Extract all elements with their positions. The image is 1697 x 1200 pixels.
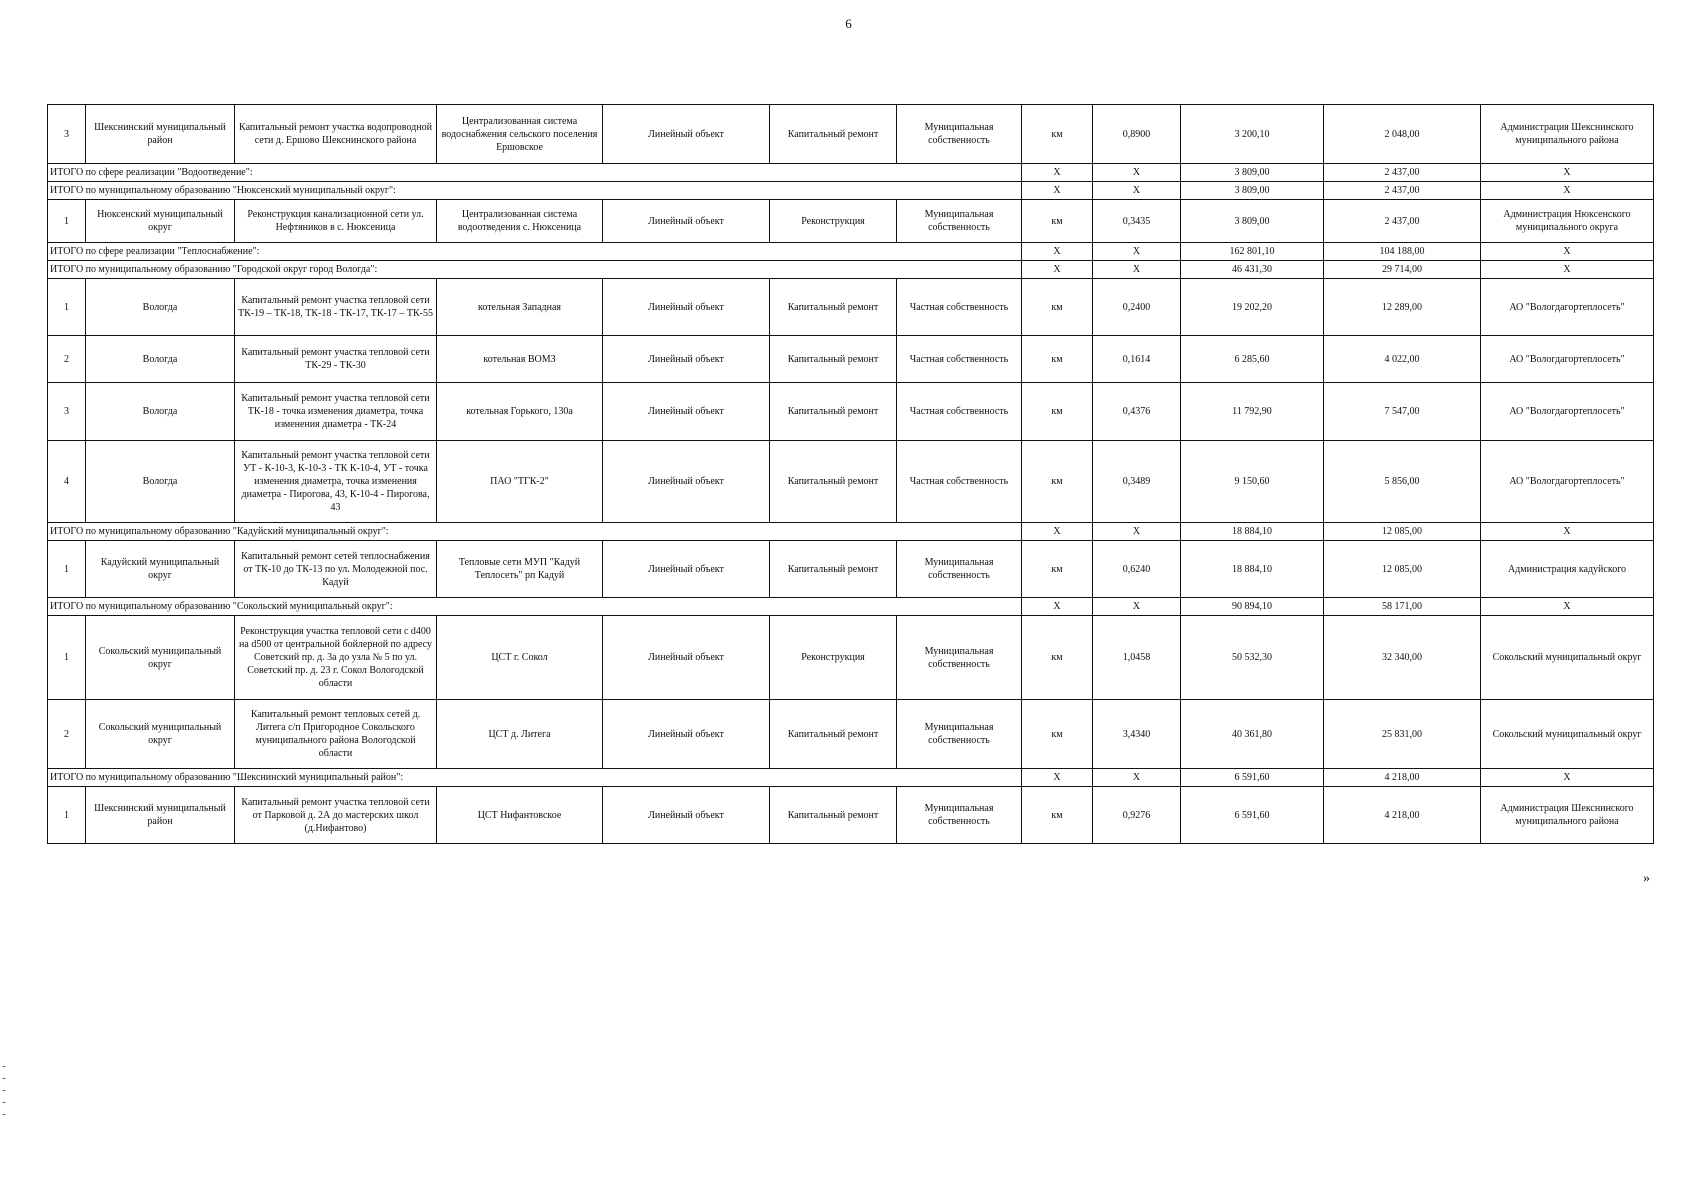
total-label: ИТОГО по сфере реализации "Теплоснабжение": bbox=[48, 243, 1022, 261]
table-cell: 1 bbox=[48, 787, 86, 844]
margin-mark: - bbox=[2, 1084, 6, 1096]
total-row bbox=[48, 769, 1654, 787]
table-cell: 3 200,10 bbox=[1181, 105, 1324, 164]
table-cell: 4 218,00 bbox=[1324, 787, 1481, 844]
total-cell: X bbox=[1022, 523, 1093, 541]
margin-mark: - bbox=[2, 1108, 6, 1120]
table-row bbox=[48, 105, 1654, 164]
total-cell: X bbox=[1481, 243, 1654, 261]
total-cell: X bbox=[1481, 523, 1654, 541]
table-cell: Администрация Нюксенского муниципального округа bbox=[1481, 200, 1654, 243]
table-cell: км bbox=[1022, 787, 1093, 844]
total-cell: X bbox=[1022, 261, 1093, 279]
table-cell: АО "Вологдагортеплосеть" bbox=[1481, 336, 1654, 383]
table-cell: 6 591,60 bbox=[1181, 787, 1324, 844]
table-cell: 0,6240 bbox=[1093, 541, 1181, 598]
table-cell: 3 bbox=[48, 383, 86, 441]
table-cell: Администрация Шекснинского муниципального района bbox=[1481, 105, 1654, 164]
total-cell: 6 591,60 bbox=[1181, 769, 1324, 787]
table-cell: 18 884,10 bbox=[1181, 541, 1324, 598]
page-number: 6 bbox=[845, 16, 852, 31]
total-cell: X bbox=[1481, 164, 1654, 182]
table-cell: Частная собственность bbox=[897, 279, 1022, 336]
total-cell: X bbox=[1481, 769, 1654, 787]
table-cell: 3,4340 bbox=[1093, 700, 1181, 769]
table-cell: км bbox=[1022, 200, 1093, 243]
table-cell: км bbox=[1022, 383, 1093, 441]
table-cell: Капитальный ремонт участка тепловой сети ТК-29 - ТК-30 bbox=[235, 336, 437, 383]
table-cell: Линейный объект bbox=[603, 441, 770, 523]
total-row bbox=[48, 261, 1654, 279]
total-cell: 162 801,10 bbox=[1181, 243, 1324, 261]
table-cell: 19 202,20 bbox=[1181, 279, 1324, 336]
table-cell: 7 547,00 bbox=[1324, 383, 1481, 441]
table-row bbox=[48, 279, 1654, 336]
table-cell: ЦСТ Нифантовское bbox=[437, 787, 603, 844]
table-cell: 50 532,30 bbox=[1181, 616, 1324, 700]
table-cell: Муниципальная собственность bbox=[897, 700, 1022, 769]
table-cell: Капитальный ремонт участка тепловой сети УТ - К-10-3, К-10-3 - ТК К-10-4, УТ - точка изменения диаметра, точка изменения диаметра - Пирогова, 43, К-10-4 - Пирогова, 43 bbox=[235, 441, 437, 523]
table-cell: 32 340,00 bbox=[1324, 616, 1481, 700]
table-cell: Сокольский муниципальный округ bbox=[86, 700, 235, 769]
table-cell: Капитальный ремонт bbox=[770, 700, 897, 769]
table-cell: 0,9276 bbox=[1093, 787, 1181, 844]
total-cell: X bbox=[1093, 164, 1181, 182]
table-cell: Муниципальная собственность bbox=[897, 541, 1022, 598]
margin-mark: - bbox=[2, 1072, 6, 1084]
total-label: ИТОГО по муниципальному образованию "Кадуйский муниципальный округ": bbox=[48, 523, 1022, 541]
table-cell: АО "Вологдагортеплосеть" bbox=[1481, 383, 1654, 441]
total-row bbox=[48, 523, 1654, 541]
table-cell: Реконструкция bbox=[770, 200, 897, 243]
table-cell: км bbox=[1022, 616, 1093, 700]
table-cell: Капитальный ремонт участка водопроводной сети д. Ершово Шекснинского района bbox=[235, 105, 437, 164]
table-cell: Частная собственность bbox=[897, 441, 1022, 523]
table-cell: Муниципальная собственность bbox=[897, 787, 1022, 844]
table-cell: Тепловые сети МУП "Кадуй Теплосеть" рп Кадуй bbox=[437, 541, 603, 598]
table-cell: Муниципальная собственность bbox=[897, 616, 1022, 700]
table-row bbox=[48, 200, 1654, 243]
table-cell: Шекснинский муниципальный район bbox=[86, 787, 235, 844]
total-label: ИТОГО по муниципальному образованию "Городской округ город Вологда": bbox=[48, 261, 1022, 279]
table-cell: 2 bbox=[48, 700, 86, 769]
table-cell: 2 437,00 bbox=[1324, 200, 1481, 243]
margin-mark: - bbox=[2, 1060, 6, 1072]
table-cell: Вологда bbox=[86, 336, 235, 383]
total-cell: 29 714,00 bbox=[1324, 261, 1481, 279]
table-cell: Сокольский муниципальный округ bbox=[1481, 700, 1654, 769]
total-cell: X bbox=[1022, 243, 1093, 261]
table-cell: 0,8900 bbox=[1093, 105, 1181, 164]
total-cell: X bbox=[1022, 769, 1093, 787]
total-cell: 12 085,00 bbox=[1324, 523, 1481, 541]
table-cell: Линейный объект bbox=[603, 541, 770, 598]
table-row bbox=[48, 616, 1654, 700]
table-cell: км bbox=[1022, 441, 1093, 523]
total-row bbox=[48, 164, 1654, 182]
table-cell: Вологда bbox=[86, 441, 235, 523]
table-cell: 0,2400 bbox=[1093, 279, 1181, 336]
total-cell: X bbox=[1093, 523, 1181, 541]
table-cell: Частная собственность bbox=[897, 336, 1022, 383]
table-cell: 1 bbox=[48, 541, 86, 598]
table-cell: Муниципальная собственность bbox=[897, 105, 1022, 164]
table-cell: 5 856,00 bbox=[1324, 441, 1481, 523]
table-cell: Реконструкция участка тепловой сети с d400 на d500 от центральной бойлерной по адресу Советский пр. д. 3а до узла № 5 по ул. Советский пр. д. 23 г. Сокол Вологодской области bbox=[235, 616, 437, 700]
table-cell: 3 809,00 bbox=[1181, 200, 1324, 243]
table-cell: Вологда bbox=[86, 383, 235, 441]
total-row bbox=[48, 182, 1654, 200]
table-cell: Капитальный ремонт сетей теплоснабжения от ТК-10 до ТК-13 по ул. Молодежной пос. Кадуй bbox=[235, 541, 437, 598]
table-cell: Линейный объект bbox=[603, 200, 770, 243]
table-cell: Капитальный ремонт bbox=[770, 279, 897, 336]
table-cell: Капитальный ремонт bbox=[770, 105, 897, 164]
table-cell: Линейный объект bbox=[603, 616, 770, 700]
table-cell: Администрация кадуйского bbox=[1481, 541, 1654, 598]
table-cell: ЦСТ г. Сокол bbox=[437, 616, 603, 700]
table-row bbox=[48, 700, 1654, 769]
total-cell: 18 884,10 bbox=[1181, 523, 1324, 541]
total-cell: 2 437,00 bbox=[1324, 182, 1481, 200]
total-cell: X bbox=[1093, 243, 1181, 261]
total-row bbox=[48, 598, 1654, 616]
table-cell: км bbox=[1022, 105, 1093, 164]
table-cell: Капитальный ремонт участка тепловой сети ТК-18 - точка изменения диаметра, точка изменения диаметра - ТК-24 bbox=[235, 383, 437, 441]
total-cell: 104 188,00 bbox=[1324, 243, 1481, 261]
table-row bbox=[48, 541, 1654, 598]
table-cell: Реконструкция bbox=[770, 616, 897, 700]
table-cell: 40 361,80 bbox=[1181, 700, 1324, 769]
table-body bbox=[48, 105, 1654, 844]
total-cell: X bbox=[1022, 164, 1093, 182]
table-cell: Капитальный ремонт bbox=[770, 383, 897, 441]
total-row bbox=[48, 243, 1654, 261]
table-cell: 0,1614 bbox=[1093, 336, 1181, 383]
table-cell: Капитальный ремонт участка тепловой сети от Парковой д. 2А до мастерских школ (д.Нифантово) bbox=[235, 787, 437, 844]
total-cell: X bbox=[1022, 598, 1093, 616]
table-cell: котельная ВОМЗ bbox=[437, 336, 603, 383]
table-cell: км bbox=[1022, 279, 1093, 336]
table-cell: Капитальный ремонт bbox=[770, 336, 897, 383]
table-cell: АО "Вологдагортеплосеть" bbox=[1481, 441, 1654, 523]
table-cell: 1,0458 bbox=[1093, 616, 1181, 700]
table-cell: котельная Горького, 130а bbox=[437, 383, 603, 441]
total-cell: 3 809,00 bbox=[1181, 182, 1324, 200]
table-cell: Сокольский муниципальный округ bbox=[86, 616, 235, 700]
table-cell: Централизованная система водоснабжения сельского поселения Ершовское bbox=[437, 105, 603, 164]
table-cell: Линейный объект bbox=[603, 336, 770, 383]
total-label: ИТОГО по сфере реализации "Водоотведение": bbox=[48, 164, 1022, 182]
table-cell: Шекснинский муниципальный район bbox=[86, 105, 235, 164]
total-cell: 46 431,30 bbox=[1181, 261, 1324, 279]
table-cell: 25 831,00 bbox=[1324, 700, 1481, 769]
table-cell: км bbox=[1022, 541, 1093, 598]
table-cell: 1 bbox=[48, 279, 86, 336]
table-cell: ПАО "ТГК-2" bbox=[437, 441, 603, 523]
table-cell: 9 150,60 bbox=[1181, 441, 1324, 523]
table-cell: 4 022,00 bbox=[1324, 336, 1481, 383]
table-cell: Линейный объект bbox=[603, 105, 770, 164]
total-cell: 90 894,10 bbox=[1181, 598, 1324, 616]
table-cell: Кадуйский муниципальный округ bbox=[86, 541, 235, 598]
table-cell: АО "Вологдагортеплосеть" bbox=[1481, 279, 1654, 336]
total-cell: 58 171,00 bbox=[1324, 598, 1481, 616]
table-cell: Капитальный ремонт bbox=[770, 787, 897, 844]
table-cell: 2 bbox=[48, 336, 86, 383]
table-cell: 2 048,00 bbox=[1324, 105, 1481, 164]
table-cell: Капитальный ремонт bbox=[770, 441, 897, 523]
table-cell: Линейный объект bbox=[603, 383, 770, 441]
table-cell: Централизованная система водоотведения с. Нюксеница bbox=[437, 200, 603, 243]
table-cell: 12 085,00 bbox=[1324, 541, 1481, 598]
investment-objects-table bbox=[47, 104, 1654, 844]
margin-mark: - bbox=[2, 1096, 6, 1108]
table-cell: котельная Западная bbox=[437, 279, 603, 336]
total-cell: 3 809,00 bbox=[1181, 164, 1324, 182]
table-cell: 12 289,00 bbox=[1324, 279, 1481, 336]
table-cell: Капитальный ремонт участка тепловой сети ТК-19 – ТК-18, ТК-18 - ТК-17, ТК-17 – ТК-55 bbox=[235, 279, 437, 336]
total-label: ИТОГО по муниципальному образованию "Нюксенский муниципальный округ": bbox=[48, 182, 1022, 200]
table-cell: Муниципальная собственность bbox=[897, 200, 1022, 243]
table-cell: Нюксенский муниципальный округ bbox=[86, 200, 235, 243]
table-cell: 6 285,60 bbox=[1181, 336, 1324, 383]
table-cell: Сокольский муниципальный округ bbox=[1481, 616, 1654, 700]
table-cell: Капитальный ремонт bbox=[770, 541, 897, 598]
closing-quote-mark: » bbox=[1643, 871, 1650, 886]
total-cell: 4 218,00 bbox=[1324, 769, 1481, 787]
table-cell: Администрация Шекснинского муниципального района bbox=[1481, 787, 1654, 844]
table-cell: км bbox=[1022, 336, 1093, 383]
total-cell: X bbox=[1093, 598, 1181, 616]
table-row bbox=[48, 441, 1654, 523]
margin-marks bbox=[2, 1060, 6, 1120]
total-cell: X bbox=[1093, 769, 1181, 787]
total-cell: X bbox=[1481, 182, 1654, 200]
total-label: ИТОГО по муниципальному образованию "Шекснинский муниципальный район": bbox=[48, 769, 1022, 787]
table-cell: Частная собственность bbox=[897, 383, 1022, 441]
total-cell: X bbox=[1093, 182, 1181, 200]
table-cell: 0,3489 bbox=[1093, 441, 1181, 523]
table-cell: ЦСТ д. Литега bbox=[437, 700, 603, 769]
table-cell: 0,3435 bbox=[1093, 200, 1181, 243]
table-cell: 4 bbox=[48, 441, 86, 523]
total-cell: X bbox=[1022, 182, 1093, 200]
table-row bbox=[48, 787, 1654, 844]
table-cell: 1 bbox=[48, 616, 86, 700]
table-row bbox=[48, 383, 1654, 441]
total-cell: 2 437,00 bbox=[1324, 164, 1481, 182]
table-cell: Линейный объект bbox=[603, 279, 770, 336]
table-cell: 3 bbox=[48, 105, 86, 164]
table-row bbox=[48, 336, 1654, 383]
table-cell: Линейный объект bbox=[603, 700, 770, 769]
table-cell: 11 792,90 bbox=[1181, 383, 1324, 441]
table-cell: 0,4376 bbox=[1093, 383, 1181, 441]
total-cell: X bbox=[1481, 598, 1654, 616]
total-label: ИТОГО по муниципальному образованию "Сокольский муниципальный округ": bbox=[48, 598, 1022, 616]
table-cell: км bbox=[1022, 700, 1093, 769]
table-cell: Линейный объект bbox=[603, 787, 770, 844]
table-cell: Капитальный ремонт тепловых сетей д. Литега с/п Пригородное Сокольского муниципального района Вологодской области bbox=[235, 700, 437, 769]
table-cell: 1 bbox=[48, 200, 86, 243]
total-cell: X bbox=[1093, 261, 1181, 279]
table-cell: Вологда bbox=[86, 279, 235, 336]
total-cell: X bbox=[1481, 261, 1654, 279]
table-cell: Реконструкция канализационной сети ул. Нефтяников в с. Нюксеница bbox=[235, 200, 437, 243]
